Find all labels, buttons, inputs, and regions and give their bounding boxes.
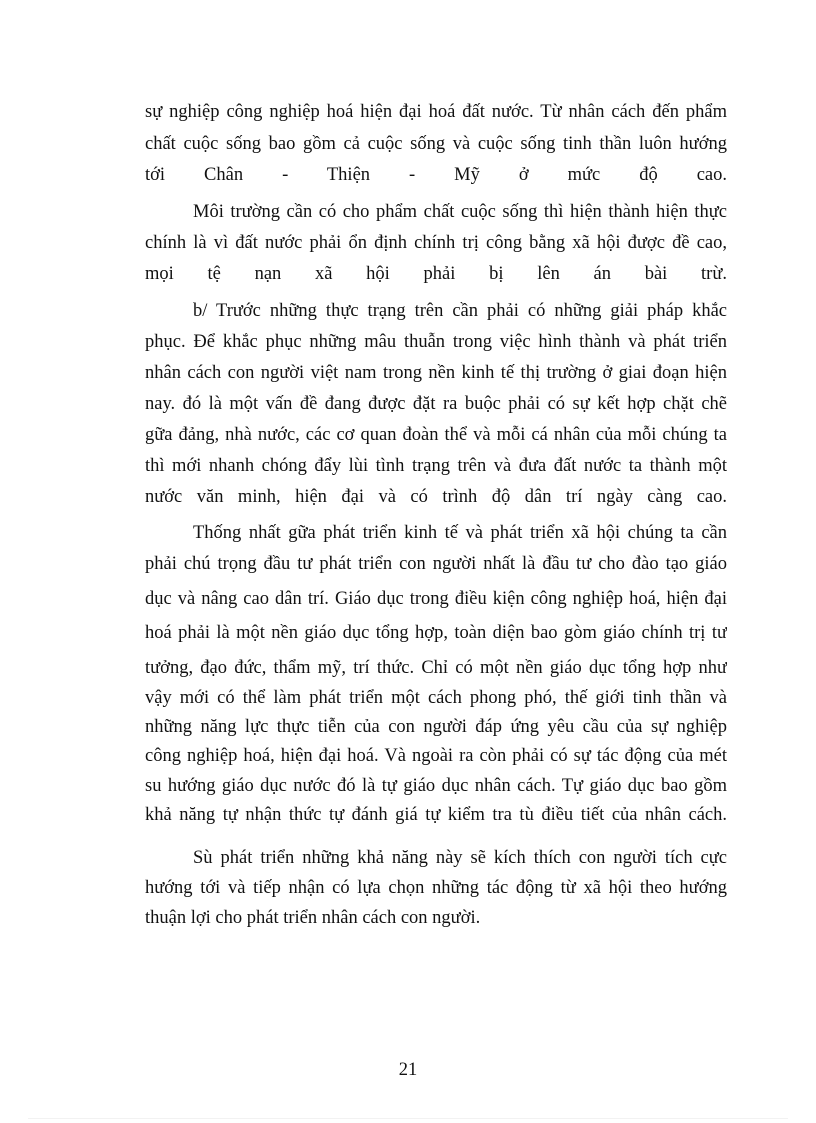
page-divider [28,1118,788,1119]
page-number: 21 [398,1060,418,1080]
text-line: b/ Trước những thực trạng trên cần phải có những giải pháp khắc [193,301,727,321]
text-line: chất cuộc sống bao gồm cả cuộc sống và cuộc sống tinh thần luôn hướng [145,134,727,154]
text-line: thuận lợi cho phát triển nhân cách con người. [145,908,481,928]
text-line: hướng tới và tiếp nhận có lựa chọn những tác động từ xã hội theo hướng [145,878,727,898]
text-line: phải chú trọng đầu tư phát triển con người nhất là đầu tư cho đào tạo giáo [145,554,727,574]
text-line: nước văn minh, hiện đại và có trình độ dân trí ngày càng cao. [145,487,727,507]
text-line: mọi tệ nạn xã hội phải bị lên án bài trừ. [145,264,727,284]
text-line: vậy mới có thể làm phát triển một cách phong phó, thế giới tinh thần và [145,688,727,708]
text-line: su hướng giáo dục nước đó là tự giáo dục nhân cách. Tự giáo dục bao gồm [145,776,727,796]
text-line: nhân cách con người việt nam trong nền kinh tế thị trường ở giai đoạn hiện [145,363,727,383]
text-line: Thống nhất gữa phát triển kinh tế và phát triển xã hội chúng ta cần [193,523,727,543]
text-line: gữa đảng, nhà nước, các cơ quan đoàn thể và mỗi cá nhân của mỗi chúng ta [145,425,727,445]
text-line: nay. đó là một vấn đề đang được đặt ra buộc phải có sự kết hợp chặt chẽ [145,394,727,414]
text-line: phục. Để khắc phục những mâu thuẫn trong việc hình thành và phát triển [145,332,727,352]
text-line: sự nghiệp công nghiệp hoá hiện đại hoá đất nước. Từ nhân cách đến phẩm [145,102,727,122]
text-line: những năng lực thực tiễn của con người đáp ứng yêu cầu của sự nghiệp [145,717,727,737]
text-line: hoá phải là một nền giáo dục tổng hợp, toàn diện bao gòm giáo chính trị tư [145,623,727,643]
text-line: tưởng, đạo đức, thẩm mỹ, trí thức. Chỉ có một nền giáo dục tổng hợp như [145,658,727,678]
text-line: khả năng tự nhận thức tự đánh giá tự kiểm tra tù điều tiết của nhân cách. [145,805,727,825]
text-line: tới Chân - Thiện - Mỹ ở mức độ cao. [145,165,727,185]
text-line: công nghiệp hoá, hiện đại hoá. Và ngoài ra còn phải có sự tác động của mét [145,746,727,766]
text-line: Môi trường cần có cho phẩm chất cuộc sống thì hiện thành hiện thực [193,202,727,222]
text-line: Sù phát triển những khả năng này sẽ kích thích con người tích cực [193,848,727,868]
text-line: thì mới nhanh chóng đẩy lùi tình trạng trên và đưa đất nước ta thành một [145,456,727,476]
text-line: chính là vì đất nước phải ổn định chính trị công bằng xã hội được đề cao, [145,233,727,253]
text-line: dục và nâng cao dân trí. Giáo dục trong điều kiện công nghiệp hoá, hiện đại [145,589,727,609]
